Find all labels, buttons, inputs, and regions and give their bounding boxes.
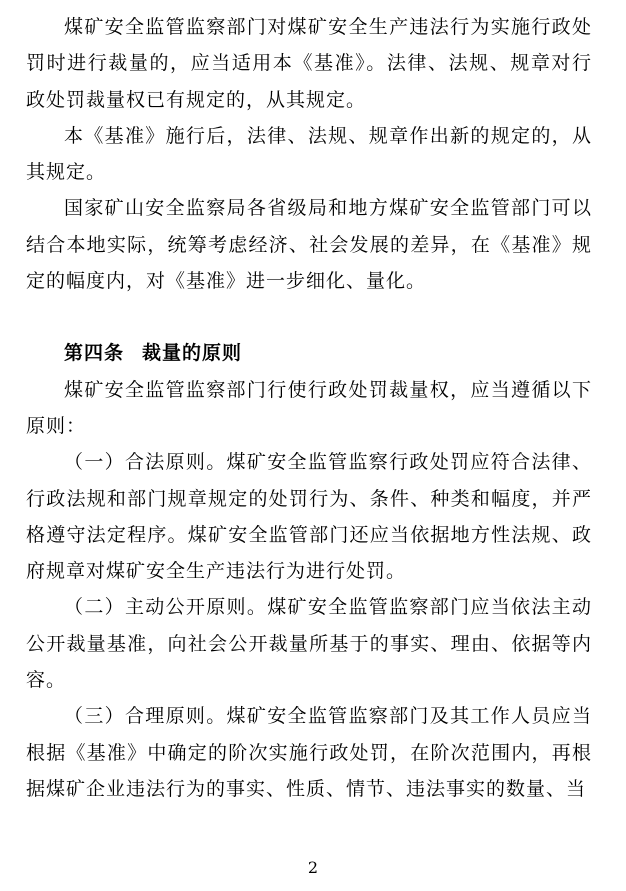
paragraph-reasonableness-principle: （三）合理原则。煤矿安全监管监察部门及其工作人员应当根据《基准》中确定的阶次实施行政处罚，在阶次范围内，再根据煤矿企业违法行为的事实、性质、情节、违法事实的数量、当 (26, 705, 592, 800)
paragraph-disclosure-principle: （二）主动公开原则。煤矿安全监管监察部门应当依法主动公开裁量基准，向社会公开裁量所基于的事实、理由、依据等内容。 (26, 596, 592, 692)
paragraph-new-regulations: 本《基准》施行后，法律、法规、规章作出新的规定的，从其规定。 (26, 124, 592, 184)
document-body (26, 9, 592, 807)
paragraph-legality-principle: （一）合法原则。煤矿安全监管监察行政处罚应符合法律、行政法规和部门规章规定的处罚行为、条件、种类和幅度，并严格遵守法定程序。煤矿安全监管部门还应当依据地方性法规、政府规章对煤矿安全生产违法行为进行处罚。 (26, 451, 592, 583)
paragraph-applicability: 煤矿安全监管监察部门对煤矿安全生产违法行为实施行政处罚时进行裁量的，应当适用本《基准》。法律、法规、规章对行政处罚裁量权已有规定的，从其规定。 (26, 16, 592, 111)
section-gap (26, 299, 592, 335)
article-title: 裁量的原则 (142, 342, 243, 365)
article-heading (26, 335, 592, 371)
paragraph-local-refinement: 国家矿山安全监察局各省级局和地方煤矿安全监管部门可以结合本地实际，统筹考虑经济、社会发展的差异，在《基准》规定的幅度内，对《基准》进一步细化、量化。 (26, 197, 592, 293)
article-number: 第四条 (64, 342, 125, 365)
page-number: 2 (307, 858, 319, 877)
paragraph-principles-intro: 煤矿安全监管监察部门行使行政处罚裁量权，应当遵循以下原则： (26, 378, 592, 437)
